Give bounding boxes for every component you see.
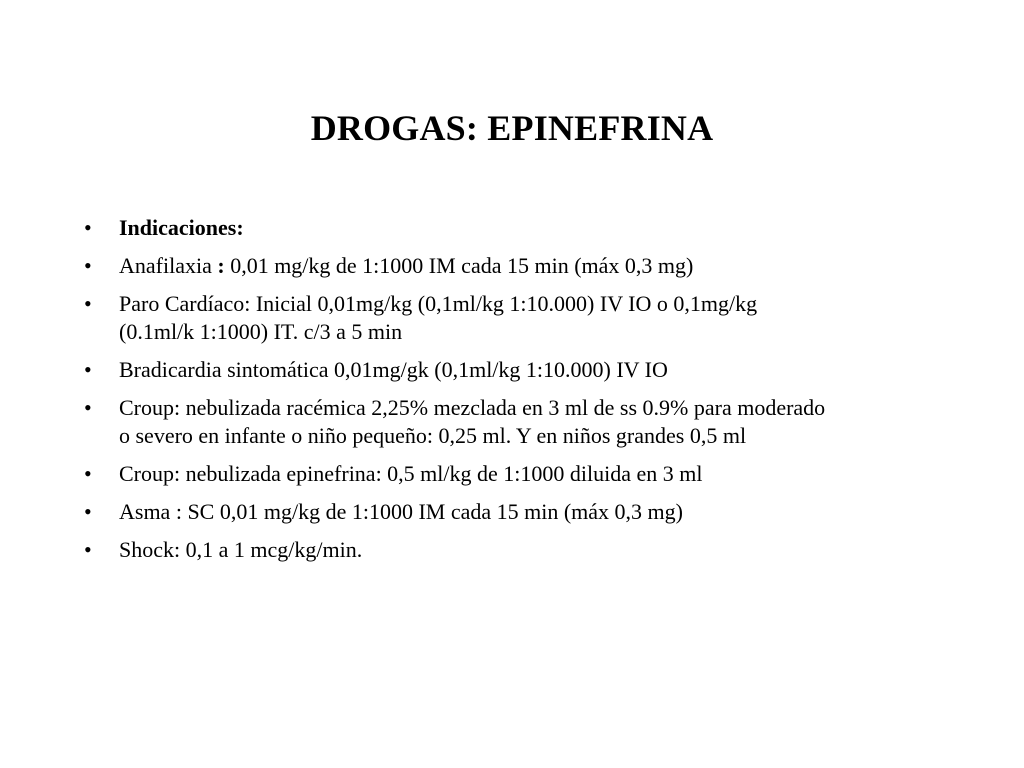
bullet-icon: • xyxy=(84,395,92,420)
bullet-icon: • xyxy=(84,357,92,382)
bullet-icon: • xyxy=(84,537,92,562)
bullet-text-start: Anafilaxia xyxy=(119,253,218,278)
bullet-text: Indicaciones: xyxy=(119,215,244,240)
slide-title: DROGAS: EPINEFRINA xyxy=(310,108,714,148)
bullet-text-line-1: Paro Cardíaco: Inicial 0,01mg/kg (0,1ml/kg 1:10.000) IV IO o 0,1mg/kg xyxy=(119,291,758,316)
bullet-text-line-2: (0.1ml/k 1:1000) IT. c/3 a 5 min xyxy=(119,319,403,344)
bullet-text: Shock: 0,1 a 1 mcg/kg/min. xyxy=(119,537,363,562)
bullet-text-line-2: o severo en infante o niño pequeño: 0,25 ml. Y en niños grandes 0,5 ml xyxy=(119,423,747,448)
bullet-icon: • xyxy=(84,215,92,240)
bullet-text: Asma : SC 0,01 mg/kg de 1:1000 IM cada 15 min (máx 0,3 mg) xyxy=(119,499,683,524)
bullet-item-indicaciones xyxy=(84,214,964,242)
bullet-icon: • xyxy=(84,291,92,316)
bullet-item-bradicardia xyxy=(84,356,964,384)
bullet-item-shock xyxy=(84,536,964,564)
bullet-item-croup-epinefrina xyxy=(84,460,964,488)
bullet-icon: • xyxy=(84,253,92,278)
bullet-item-croup-racemica xyxy=(84,394,964,450)
bullet-text-line-1: Croup: nebulizada racémica 2,25% mezclada en 3 ml de ss 0.9% para moderado xyxy=(119,395,826,420)
bullet-text: Croup: nebulizada epinefrina: 0,5 ml/kg de 1:1000 diluida en 3 ml xyxy=(119,461,703,486)
bullet-text-colon: : xyxy=(217,253,225,278)
bullet-icon: • xyxy=(84,499,92,524)
bullet-text: Bradicardia sintomática 0,01mg/gk (0,1ml/kg 1:10.000) IV IO xyxy=(119,357,668,382)
bullet-item-asma xyxy=(84,498,964,526)
bullet-list xyxy=(84,214,964,574)
bullet-item-anafilaxia xyxy=(84,252,964,280)
bullet-text-rest: 0,01 mg/kg de 1:1000 IM cada 15 min (máx 0,3 mg) xyxy=(224,253,694,278)
bullet-icon: • xyxy=(84,461,92,486)
bullet-item-paro-cardiaco xyxy=(84,290,964,346)
